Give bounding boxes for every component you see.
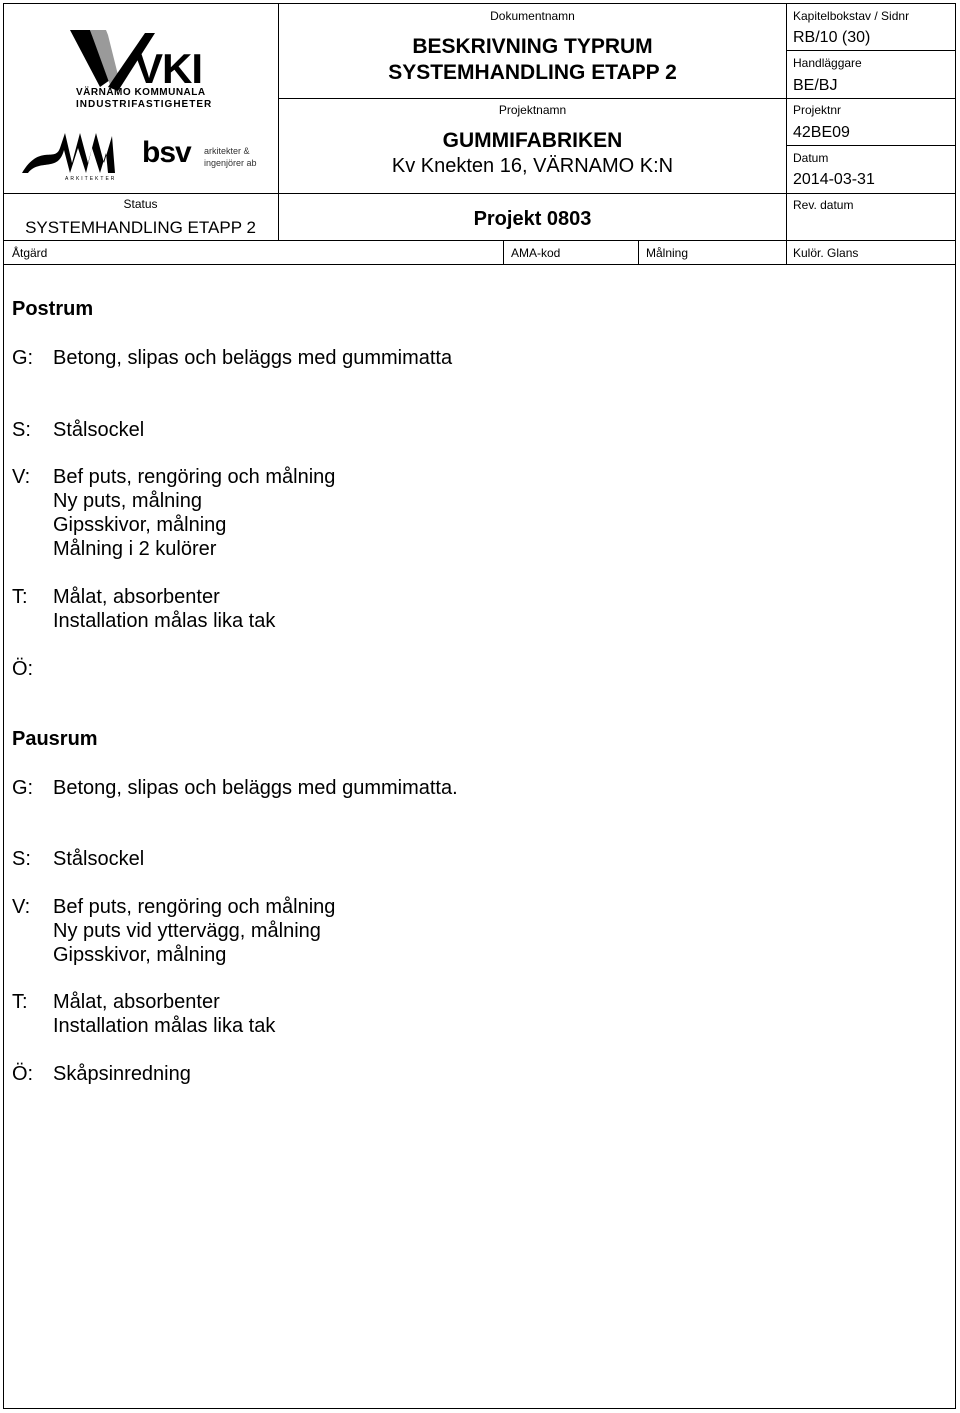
bsv-logo-subtitle: ingenjörer ab: [204, 158, 257, 168]
row-key: G:: [12, 777, 34, 799]
vki-logo-text: VKI: [135, 45, 203, 92]
column-divider: [638, 241, 639, 264]
row-line: Ny puts vid yttervägg, målning: [53, 920, 321, 942]
column-ama-kod: AMA-kod: [511, 246, 561, 260]
row-line: Installation målas lika tak: [53, 610, 276, 632]
row-key: S:: [12, 419, 31, 441]
row-line: Målat, absorbenter: [53, 586, 220, 608]
row-line: Gipsskivor, målning: [53, 514, 227, 536]
projektnamn-line1: GUMMIFABRIKEN: [442, 129, 623, 152]
header-divider: [786, 50, 956, 51]
vki-logo: [60, 25, 213, 110]
room-title: Pausrum: [12, 728, 98, 750]
column-malning: Målning: [646, 246, 689, 260]
revdatum-label: Rev. datum: [793, 198, 854, 212]
datum-label: Datum: [793, 151, 829, 165]
row-line: Målat, absorbenter: [53, 991, 220, 1013]
row-line: Bef puts, rengöring och målning: [53, 466, 336, 488]
column-kulor-glans: Kulör. Glans: [793, 246, 859, 260]
projektnr-label: Projektnr: [793, 103, 842, 117]
header-divider: [278, 98, 956, 99]
header-divider: [3, 240, 956, 241]
row-line: Ny puts, målning: [53, 490, 202, 512]
row-line: Bef puts, rengöring och målning: [53, 896, 336, 918]
column-divider: [503, 241, 504, 264]
row-key: S:: [12, 848, 31, 870]
row-key: Ö:: [12, 1063, 34, 1085]
header-divider: [786, 3, 787, 241]
row-line: Installation målas lika tak: [53, 1015, 276, 1037]
projektnamn-label: Projektnamn: [498, 103, 567, 117]
row-key: T:: [12, 586, 28, 608]
mm-logo-mark: [20, 128, 135, 178]
bsv-logo-subtitle: arkitekter &: [204, 146, 250, 156]
row-key: V:: [12, 466, 31, 488]
row-key: Ö:: [12, 658, 34, 680]
bsv-logo-text: bsv: [142, 136, 191, 169]
vki-logo-subtitle: VÄRNAMO KOMMUNALA: [76, 87, 206, 98]
row-line: Stålsockel: [53, 419, 145, 441]
dokumentnamn-line1: BESKRIVNING TYPRUM: [412, 35, 653, 58]
handlaggare-label: Handläggare: [793, 56, 862, 70]
status-label: Status: [123, 197, 158, 211]
row-line: Skåpsinredning: [53, 1063, 191, 1085]
dokumentnamn-line2: SYSTEMHANDLING ETAPP 2: [388, 61, 677, 84]
row-key: G:: [12, 347, 34, 369]
column-atgard: Åtgärd: [12, 246, 48, 260]
handlaggare-value: BE/BJ: [793, 77, 838, 94]
status-value: SYSTEMHANDLING ETAPP 2: [25, 218, 256, 237]
row-key: T:: [12, 991, 28, 1013]
header-divider: [786, 145, 956, 146]
row-key: V:: [12, 896, 31, 918]
kapitel-label: Kapitelbokstav / Sidnr: [793, 9, 910, 23]
projektnamn-line2: Kv Knekten 16, VÄRNAMO K:N: [391, 155, 674, 177]
row-line: Betong, slipas och beläggs med gummimatta.: [53, 777, 458, 799]
mm-logo-subtitle: ARKITEKTER: [65, 176, 117, 182]
projektnr-value: 42BE09: [793, 124, 850, 141]
mm-arkitekter-logo: [20, 128, 135, 186]
room-title: Postrum: [12, 298, 94, 320]
bsv-logo: [142, 136, 262, 177]
row-line: Gipsskivor, målning: [53, 944, 227, 966]
dokumentnamn-label: Dokumentnamn: [490, 9, 575, 23]
row-line: Betong, slipas och beläggs med gummimatta: [53, 347, 453, 369]
projekt-number: Projekt 0803: [473, 208, 592, 230]
header-divider: [3, 264, 956, 265]
column-divider: [786, 241, 787, 264]
row-line: Målning i 2 kulörer: [53, 538, 217, 560]
kapitel-value: RB/10 (30): [793, 29, 871, 46]
datum-value: 2014-03-31: [793, 171, 875, 188]
row-line: Stålsockel: [53, 848, 145, 870]
vki-logo-subtitle: INDUSTRIFASTIGHETER: [76, 99, 213, 110]
header-divider: [3, 193, 956, 194]
